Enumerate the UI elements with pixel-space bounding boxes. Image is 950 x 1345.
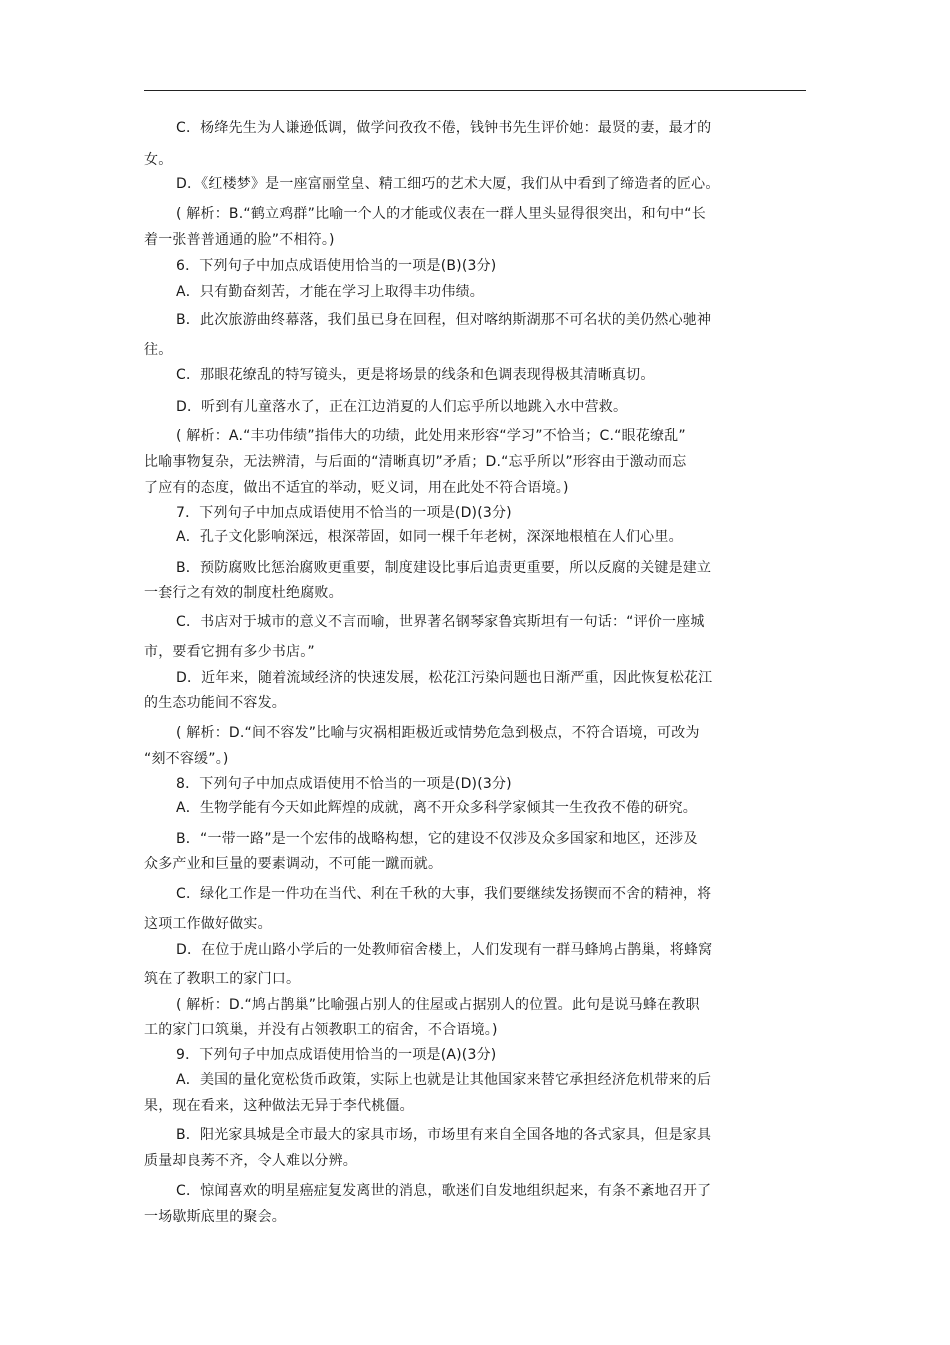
text-line: D．听到有儿童落水了，正在江边消夏的人们忘乎所以地跳入水中营救。 xyxy=(176,399,628,415)
text-line: ( 解析：B.“鹤立鸡群”比喻一个人的才能或仪表在一群人里头显得很突出，和句中“长 xyxy=(176,206,706,222)
text-line: A．孔子文化影响深远，根深蒂固，如同一棵千年老树，深深地根植在人们心里。 xyxy=(176,529,683,545)
text-line: ( 解析：A.“丰功伟绩”指伟大的功绩，此处用来形容“学习”不恰当；C.“眼花缭乱” xyxy=(176,428,686,444)
text-line: 市，要看它拥有多少书店。” xyxy=(144,644,315,660)
question-heading: 9．下列句子中加点成语使用恰当的一项是(A)(3分) xyxy=(176,1047,497,1063)
text-line: ( 解析：D.“间不容发”比喻与灾祸相距极近或情势危急到极点，不符合语境，可改为 xyxy=(176,725,700,741)
text-line: C．书店对于城市的意义不言而喻，世界著名钢琴家鲁宾斯坦有一句话：“评价一座城 xyxy=(176,614,705,630)
text-line: D．在位于虎山路小学后的一处教师宿舍楼上，人们发现有一群马蜂鸠占鹊巢，将蜂窝 xyxy=(176,942,713,958)
text-line: 了应有的态度，做出不适宜的举动，贬义词，用在此处不符合语境。) xyxy=(144,480,569,496)
text-line: “刻不容缓”。) xyxy=(144,751,229,767)
text-line: A．只有勤奋刻苦，才能在学习上取得丰功伟绩。 xyxy=(176,284,484,300)
text-line: 众多产业和巨量的要素调动，不可能一蹴而就。 xyxy=(144,856,443,872)
text-line: 筑在了教职工的家门口。 xyxy=(144,971,301,987)
text-line: B．预防腐败比惩治腐败更重要，制度建设比事后追责更重要，所以反腐的关键是建立 xyxy=(176,560,712,576)
text-line: B．阳光家具城是全市最大的家具市场，市场里有来自全国各地的各式家具，但是家具 xyxy=(176,1127,712,1143)
text-line: A．美国的量化宽松货币政策，实际上也就是让其他国家来替它承担经济危机带来的后 xyxy=(176,1072,712,1088)
text-line: ( 解析：D.“鸠占鹊巢”比喻强占别人的住屋或占据别人的位置。此句是说马蜂在教职 xyxy=(176,997,700,1013)
text-line: B．“一带一路”是一个宏伟的战略构想，它的建设不仅涉及众多国家和地区，还涉及 xyxy=(176,831,698,847)
text-line: 工的家门口筑巢，并没有占领教职工的宿舍，不合语境。) xyxy=(144,1022,498,1038)
text-line: 质量却良莠不齐，令人难以分辨。 xyxy=(144,1153,357,1169)
text-line: A．生物学能有今天如此辉煌的成就，离不开众多科学家倾其一生孜孜不倦的研究。 xyxy=(176,800,697,816)
text-line: 比喻事物复杂，无法辨清，与后面的“清晰真切”矛盾；D.“忘乎所以”形容由于激动而忘 xyxy=(144,454,687,470)
text-line: 一场歇斯底里的聚会。 xyxy=(144,1209,286,1225)
text-line: 往。 xyxy=(144,342,173,358)
text-line: C．惊闻喜欢的明星癌症复发离世的消息，歌迷们自发地组织起来，有条不紊地召开了 xyxy=(176,1183,712,1199)
text-line: 一套行之有效的制度杜绝腐败。 xyxy=(144,585,343,601)
text-line: 女。 xyxy=(144,152,173,168)
question-heading: 8．下列句子中加点成语使用不恰当的一项是(D)(3分) xyxy=(176,776,512,792)
text-line: C．那眼花缭乱的特写镜头，更是将场景的线条和色调表现得极其清晰真切。 xyxy=(176,367,655,383)
text-line: D．近年来，随着流域经济的快速发展，松花江污染问题也日渐严重，因此恢复松花江 xyxy=(176,670,713,686)
header-rule xyxy=(144,90,806,91)
text-line: 果，现在看来，这种做法无异于李代桃僵。 xyxy=(144,1098,414,1114)
text-line: 这项工作做好做实。 xyxy=(144,916,272,932)
text-line: 着一张普普通通的脸”不相符。) xyxy=(144,232,335,248)
question-heading: 6．下列句子中加点成语使用恰当的一项是(B)(3分) xyxy=(176,258,497,274)
text-line: C．绿化工作是一件功在当代、利在千秋的大事，我们要继续发扬锲而不舍的精神，将 xyxy=(176,886,712,902)
question-heading: 7．下列句子中加点成语使用不恰当的一项是(D)(3分) xyxy=(176,505,512,521)
text-line: C．杨绛先生为人谦逊低调，做学问孜孜不倦，钱钟书先生评价她：最贤的妻，最才的 xyxy=(176,120,712,136)
text-line: 的生态功能间不容发。 xyxy=(144,695,286,711)
text-line: B．此次旅游曲终幕落，我们虽已身在回程，但对喀纳斯湖那不可名状的美仍然心驰神 xyxy=(176,312,712,328)
text-line: D．《红楼梦》是一座富丽堂皇、精工细巧的艺术大厦，我们从中看到了缔造者的匠心。 xyxy=(176,176,720,192)
